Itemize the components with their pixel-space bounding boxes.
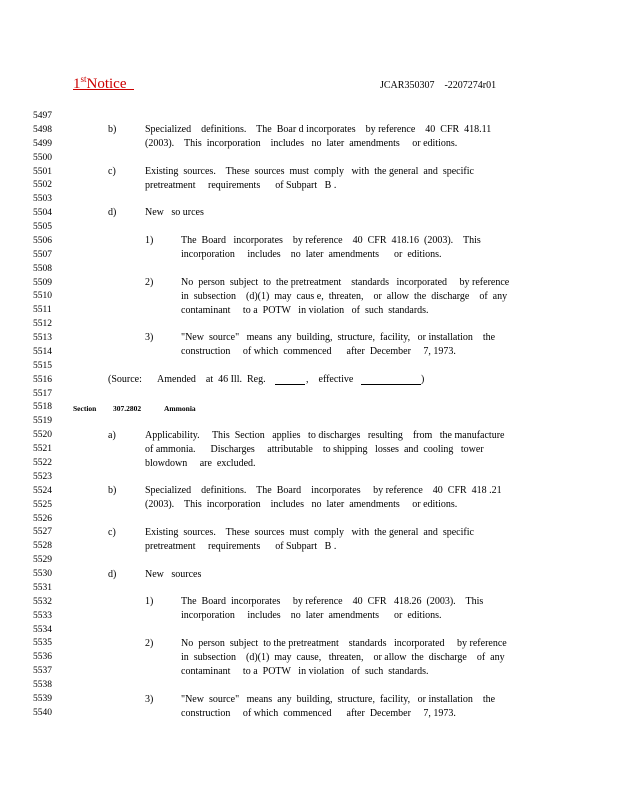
notice-word: Notice — [86, 76, 127, 92]
line-number: 5532 — [33, 596, 52, 607]
line-number: 5500 — [33, 152, 52, 163]
marker-2: 2) — [145, 638, 154, 649]
marker-a: a) — [108, 430, 116, 441]
line-number: 5535 — [33, 638, 52, 649]
text-line: New so urces — [145, 207, 204, 218]
line-number: 5522 — [33, 458, 52, 468]
source-label: (Source: — [108, 374, 142, 385]
text-line: Existing sources. These sources must comply with the general and specific — [145, 527, 474, 538]
line-number: 5538 — [33, 680, 52, 691]
text-line: contaminant to a POTW in violation of such standards. — [181, 666, 429, 677]
line-number: 5526 — [33, 513, 52, 524]
text-line: Existing sources. These sources must comply with the general and specific — [145, 166, 474, 177]
text-line: (2003). This incorporation includes no later amendments or editions. — [145, 138, 458, 149]
line-number: 5525 — [33, 499, 52, 510]
line-number: 5515 — [33, 360, 52, 371]
line-number: 5514 — [33, 346, 52, 357]
line-number: 5534 — [33, 624, 52, 635]
line-number: 5527 — [33, 527, 52, 538]
line-number: 5512 — [33, 319, 52, 330]
line-number: 5501 — [33, 166, 52, 177]
text-line: The Board incorporates by reference 40 CFR 418.26 (2003). This — [181, 596, 484, 607]
line-number: 5528 — [33, 541, 52, 552]
text-line: incorporation includes no later amendments or editions. — [181, 610, 442, 621]
text-line: No person subject to the pretreatment standards incorporated by reference — [181, 277, 510, 288]
jcar-code: JCAR350307 -2207274r01 — [380, 80, 497, 91]
text-line: in subsection (d)(1) may caus e, threaten, or allow the discharge of any — [181, 291, 508, 302]
text-line: "New source" means any building, structure, facility, or installation the — [181, 694, 496, 705]
line-number: 5503 — [33, 194, 52, 205]
line-number: 5533 — [33, 610, 52, 621]
line-number: 5509 — [33, 277, 52, 288]
source-amended: Amended at 46 Ill. Reg. — [157, 374, 266, 385]
line-number: 5497 — [33, 111, 52, 121]
text-line: construction of which commenced after December 7, 1973. — [181, 708, 456, 719]
text-line: pretreatment requirements of Subpart B . — [145, 180, 337, 191]
line-number: 5507 — [33, 249, 52, 260]
marker-3: 3) — [145, 694, 154, 705]
notice-ordinal: st — [80, 74, 87, 84]
marker-d: d) — [108, 207, 117, 218]
text-line: of ammonia. Discharges attributable to shipping losses and cooling tower — [145, 444, 484, 455]
marker-1: 1) — [145, 235, 154, 246]
text-line: construction of which commenced after December 7, 1973. — [181, 346, 456, 357]
line-number: 5504 — [33, 208, 52, 219]
source-close: ) — [421, 374, 425, 385]
line-number: 5536 — [33, 652, 52, 663]
line-number: 5531 — [33, 582, 52, 593]
blank-register-line — [275, 384, 305, 385]
section-title: Ammonia — [164, 404, 196, 413]
marker-1: 1) — [145, 596, 154, 607]
text-line: in subsection (d)(1) may cause, threaten, or allow the discharge of any — [181, 652, 505, 663]
text-line: Specialized definitions. The Boar d incorporates by reference 40 CFR 418.11 — [145, 124, 492, 135]
text-line: (2003). This incorporation includes no later amendments or editions. — [145, 499, 458, 510]
line-number: 5539 — [33, 693, 52, 704]
line-number: 5505 — [33, 222, 52, 233]
text-line: contaminant to a POTW in violation of such standards. — [181, 305, 429, 316]
text-line: The Board incorporates by reference 40 CFR 418.16 (2003). This — [181, 235, 481, 246]
line-number: 5502 — [33, 180, 52, 191]
line-number: 5523 — [33, 471, 52, 482]
line-number: 5517 — [33, 388, 52, 399]
section-number: 307.2802 — [113, 404, 142, 413]
marker-c: c) — [108, 166, 116, 177]
line-number: 5518 — [33, 402, 52, 413]
line-number: 5498 — [33, 124, 52, 135]
line-number: 5511 — [33, 305, 52, 316]
blank-date-line — [361, 384, 421, 385]
marker-b: b) — [108, 124, 117, 135]
line-number: 5506 — [33, 235, 52, 246]
text-line: No person subject to the pretreatment standards incorporated by reference — [181, 638, 507, 649]
marker-2: 2) — [145, 277, 154, 288]
notice-number: 1 — [73, 76, 81, 92]
text-line: incorporation includes no later amendments or editions. — [181, 249, 442, 260]
line-number: 5540 — [33, 707, 52, 718]
marker-d: d) — [108, 569, 117, 580]
line-number: 5508 — [33, 263, 52, 274]
text-line: blowdown are excluded. — [145, 458, 256, 469]
marker-b: b) — [108, 485, 117, 496]
section-label: Section — [73, 404, 97, 413]
marker-3: 3) — [145, 332, 154, 343]
line-number: 5520 — [33, 430, 52, 441]
text-line: Applicability. This Section applies to discharges resulting from the manufacture — [145, 430, 505, 441]
line-number: 5516 — [33, 374, 52, 385]
text-line: Specialized definitions. The Board incorporates by reference 40 CFR 418 .21 — [145, 485, 502, 496]
text-line: pretreatment requirements of Subpart B . — [145, 541, 337, 552]
line-number: 5537 — [33, 666, 52, 677]
line-number: 5513 — [33, 333, 52, 344]
line-number: 5510 — [33, 291, 52, 302]
line-number: 5529 — [33, 555, 52, 566]
line-number: 5521 — [33, 444, 52, 455]
line-number: 5499 — [33, 138, 52, 149]
notice-title — [73, 74, 134, 93]
source-effective: , effective — [306, 374, 354, 385]
line-number: 5519 — [33, 416, 52, 427]
marker-c: c) — [108, 527, 116, 538]
line-number: 5530 — [33, 569, 52, 580]
text-line: "New source" means any building, structure, facility, or installation the — [181, 332, 496, 343]
text-line: New sources — [145, 569, 202, 580]
line-number: 5524 — [33, 485, 52, 496]
